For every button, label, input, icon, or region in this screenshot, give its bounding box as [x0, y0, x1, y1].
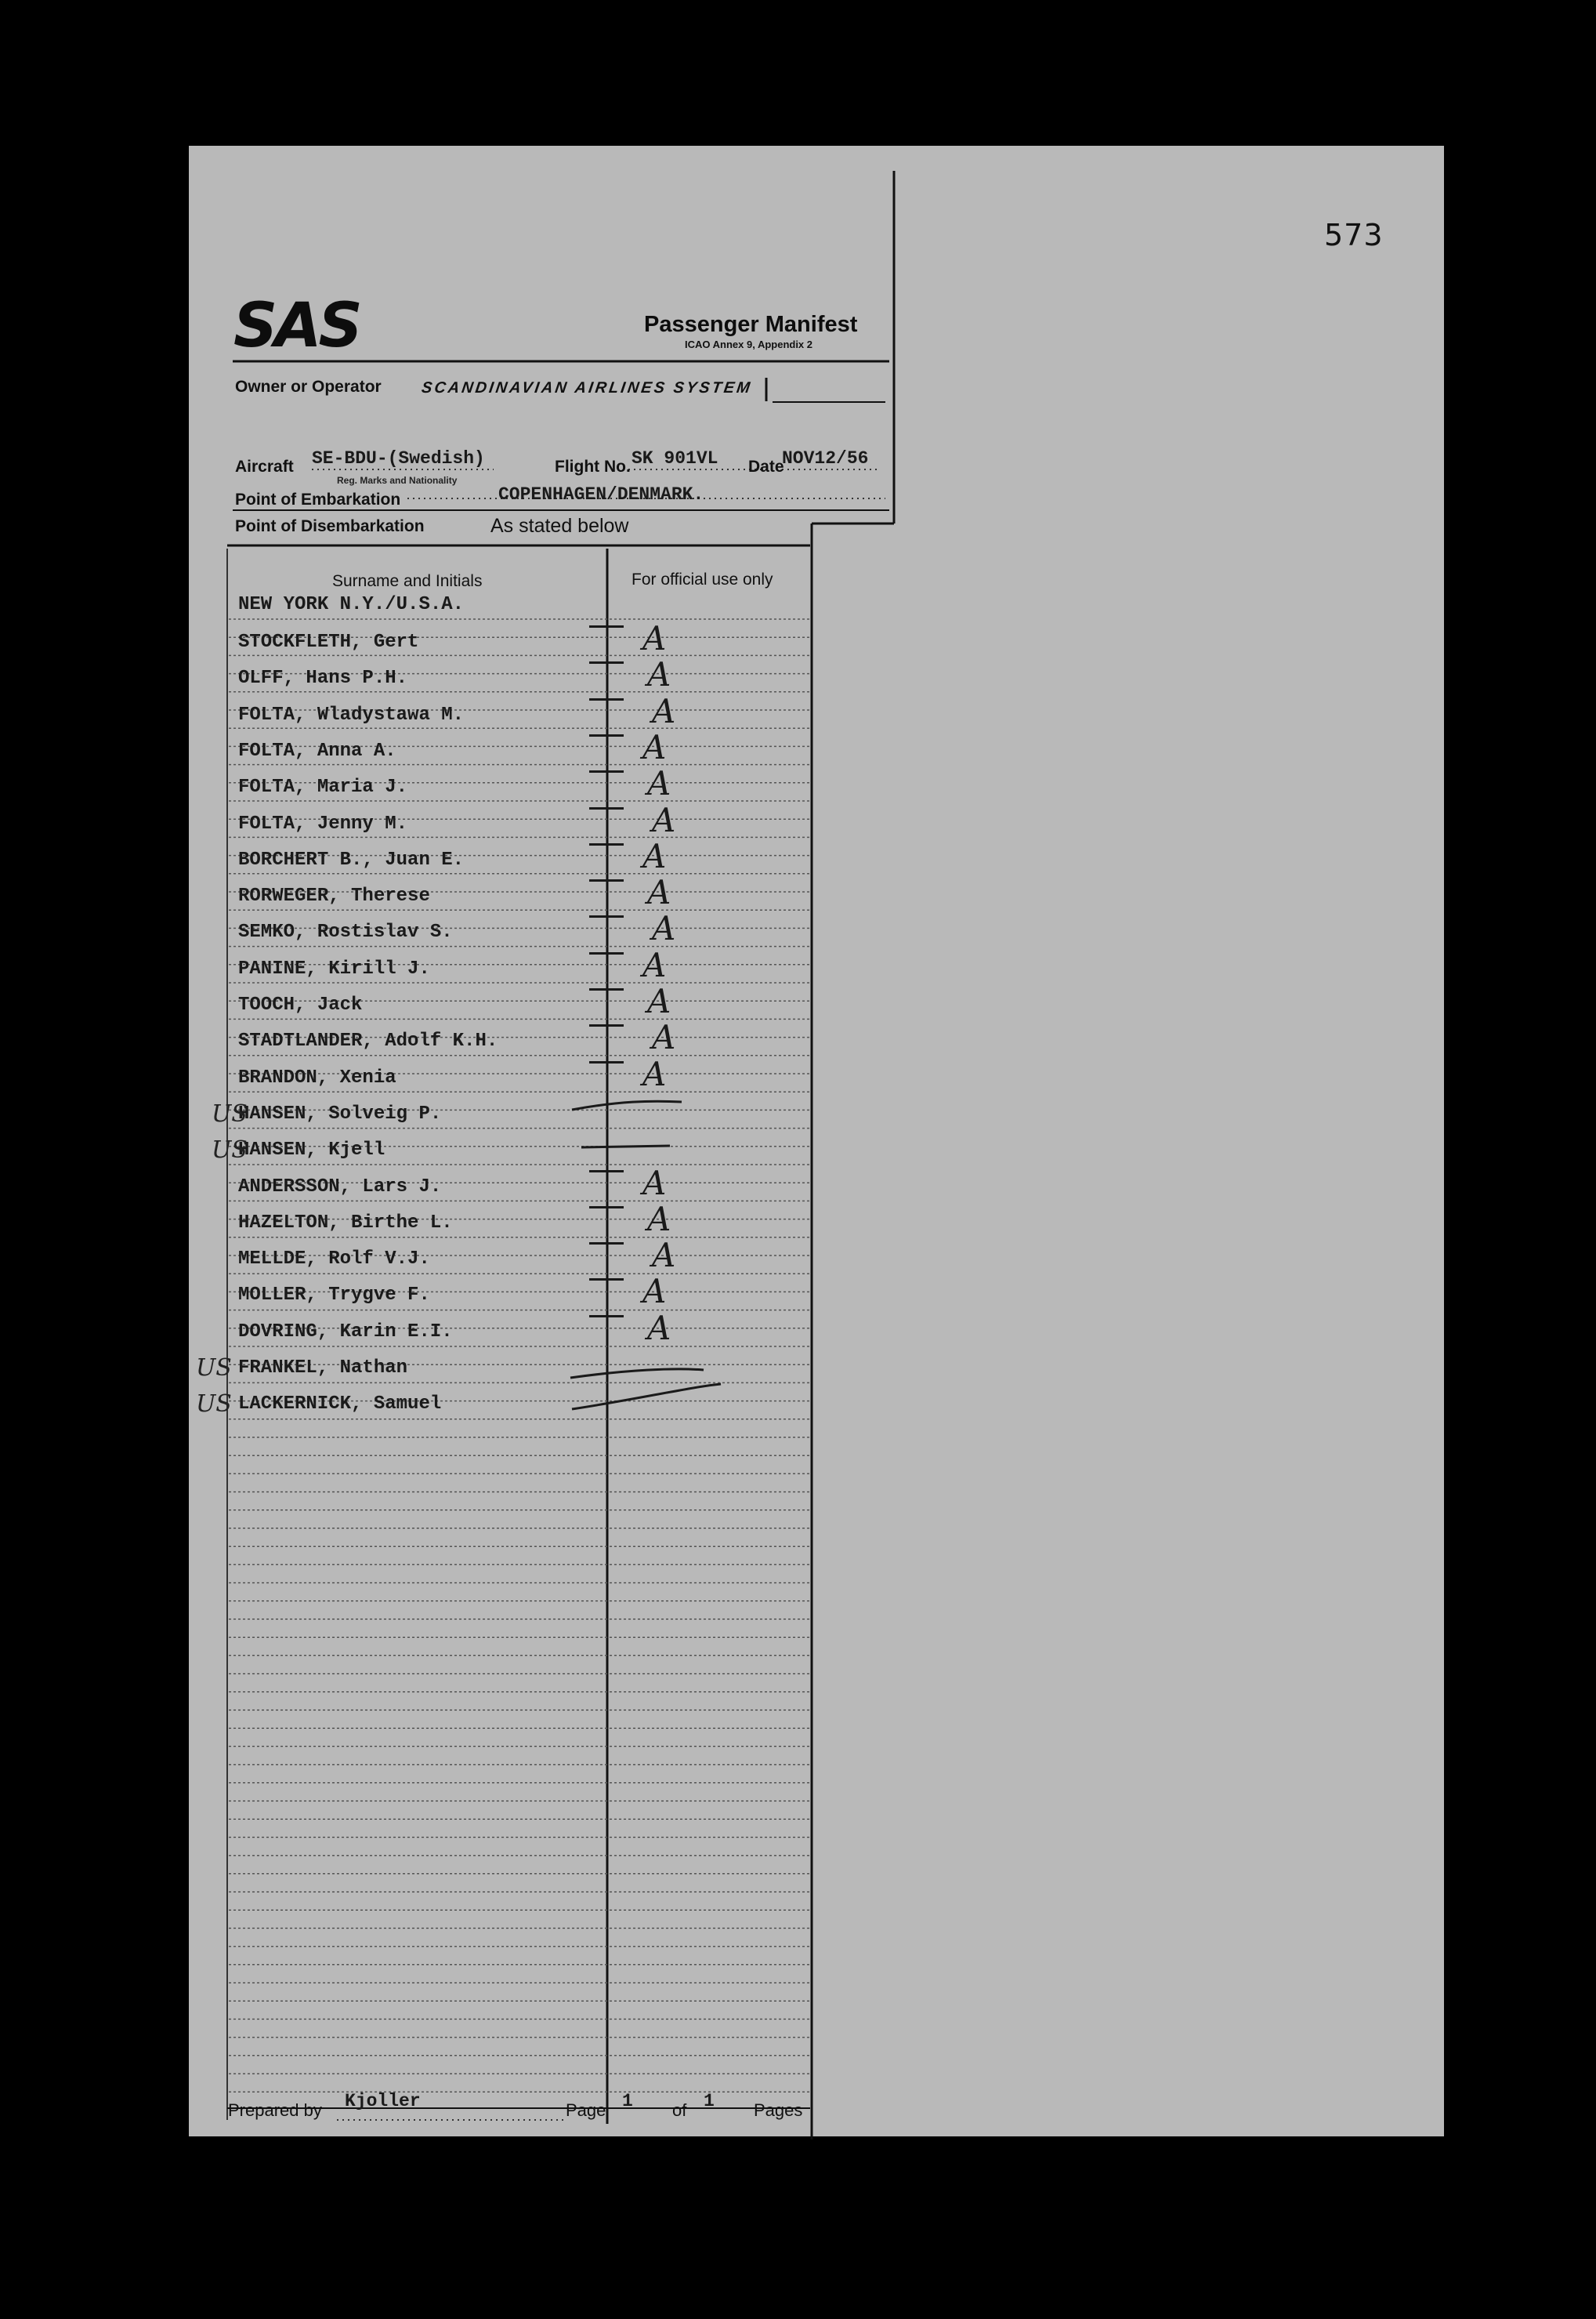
- passenger-name: ANDERSSON, Lars J.: [238, 1176, 442, 1198]
- official-mark: A: [647, 655, 671, 694]
- sas-logo: [233, 298, 382, 357]
- flight-value: SK 901VL: [632, 448, 718, 469]
- passenger-name: TOOCH, Jack: [238, 995, 363, 1016]
- official-mark: A: [647, 1199, 671, 1238]
- passenger-name: MELLDE, Rolf V.J.: [238, 1248, 430, 1270]
- official-mark: A: [642, 1272, 667, 1311]
- prepared-by-label: Prepared by: [228, 2100, 322, 2120]
- of-label: of: [672, 2100, 687, 2120]
- owner-value: SCANDINAVIAN AIRLINES SYSTEM: [420, 379, 754, 397]
- passenger-name: HANSEN, Kjell: [238, 1140, 385, 1161]
- aircraft-sublabel: Reg. Marks and Nationality: [337, 475, 458, 486]
- official-mark: A: [642, 727, 667, 766]
- passenger-name: FOLTA, Wladystawa M.: [238, 704, 465, 726]
- official-tick: [589, 1242, 624, 1245]
- official-mark: A: [647, 1308, 671, 1347]
- page-label: Page: [566, 2100, 606, 2120]
- of-total-value: 1: [704, 2091, 715, 2111]
- official-mark: A: [642, 1163, 667, 1202]
- svg-text:SAS: SAS: [233, 298, 360, 353]
- prepared-by-value: Kjoller: [345, 2091, 421, 2111]
- passenger-name: LACKERNICK, Samuel: [238, 1393, 442, 1415]
- official-tick: [589, 1278, 624, 1281]
- official-column-header: For official use only: [632, 571, 773, 589]
- official-mark: A: [647, 982, 671, 1020]
- passenger-name: FOLTA, Maria J.: [238, 777, 408, 799]
- page-value: 1: [622, 2091, 633, 2111]
- official-mark: A: [642, 836, 667, 875]
- handwritten-note: US: [212, 1136, 248, 1165]
- official-tick: [589, 625, 624, 628]
- official-mark: A: [642, 945, 667, 984]
- handwritten-note: US: [196, 1390, 232, 1419]
- passenger-name: BRANDON, Xenia: [238, 1067, 396, 1089]
- disembarkation-value: As stated below: [490, 515, 629, 537]
- page-number: 573: [1324, 218, 1384, 252]
- names-column-header: Surname and Initials: [332, 572, 483, 590]
- official-tick: [589, 1024, 624, 1027]
- manifest-title: Passenger Manifest: [644, 312, 858, 337]
- passenger-name: MOLLER, Trygve F.: [238, 1285, 430, 1306]
- official-tick: [589, 734, 624, 737]
- official-mark: A: [652, 1018, 676, 1057]
- official-mark: A: [652, 909, 676, 948]
- manifest-subtitle: ICAO Annex 9, Appendix 2: [685, 339, 813, 350]
- passenger-name: FOLTA, Anna A.: [238, 740, 396, 762]
- owner-label: Owner or Operator: [235, 378, 382, 396]
- official-tick: [589, 661, 624, 664]
- aircraft-label: Aircraft: [235, 458, 294, 476]
- disembarkation-label: Point of Disembarkation: [235, 517, 425, 535]
- official-tick: [589, 988, 624, 991]
- official-mark: A: [647, 764, 671, 803]
- official-tick: [589, 1315, 624, 1317]
- official-tick: [589, 1206, 624, 1208]
- embarkation-label: Point of Embarkation: [235, 491, 401, 509]
- passenger-name: HANSEN, Solveig P.: [238, 1103, 442, 1125]
- passenger-name: RORWEGER, Therese: [238, 886, 430, 908]
- flight-label: Flight No.: [555, 458, 631, 476]
- official-tick: [589, 770, 624, 773]
- pages-label: Pages: [754, 2100, 803, 2120]
- official-tick: [589, 843, 624, 846]
- official-mark: A: [642, 1054, 667, 1093]
- official-tick: [589, 1170, 624, 1172]
- official-tick: [589, 952, 624, 955]
- passenger-name: DOVRING, Karin E.I.: [238, 1321, 453, 1342]
- official-tick: [589, 915, 624, 918]
- passenger-name: PANINE, Kirill J.: [238, 958, 430, 980]
- destination-heading: NEW YORK N.Y./U.S.A.: [238, 594, 465, 615]
- official-mark: A: [642, 619, 667, 658]
- official-mark: A: [647, 873, 671, 912]
- handwritten-note: US: [196, 1354, 232, 1382]
- passenger-name: HAZELTON, Birthe L.: [238, 1212, 453, 1234]
- official-mark: A: [652, 800, 676, 839]
- handwritten-note: US: [212, 1100, 248, 1128]
- passenger-name: SEMKO, Rostislav S.: [238, 922, 453, 944]
- passenger-name: BORCHERT B., Juan E.: [238, 849, 465, 871]
- passenger-name: STADTLANDER, Adolf K.H.: [238, 1031, 498, 1053]
- official-tick: [589, 698, 624, 701]
- passenger-name: STOCKFLETH, Gert: [238, 632, 419, 653]
- passenger-name: FRANKEL, Nathan: [238, 1357, 408, 1379]
- embarkation-value: COPENHAGEN/DENMARK.: [498, 484, 704, 505]
- aircraft-value: SE-BDU-(Swedish): [312, 448, 485, 469]
- date-label: Date: [748, 458, 784, 476]
- official-mark: A: [652, 691, 676, 730]
- official-mark: A: [652, 1236, 676, 1275]
- passenger-name: FOLTA, Jenny M.: [238, 813, 408, 835]
- date-value: NOV12/56: [782, 448, 869, 469]
- official-tick: [589, 807, 624, 810]
- official-tick: [589, 879, 624, 882]
- passenger-name: OLFF, Hans P.H.: [238, 668, 408, 690]
- official-tick: [589, 1061, 624, 1063]
